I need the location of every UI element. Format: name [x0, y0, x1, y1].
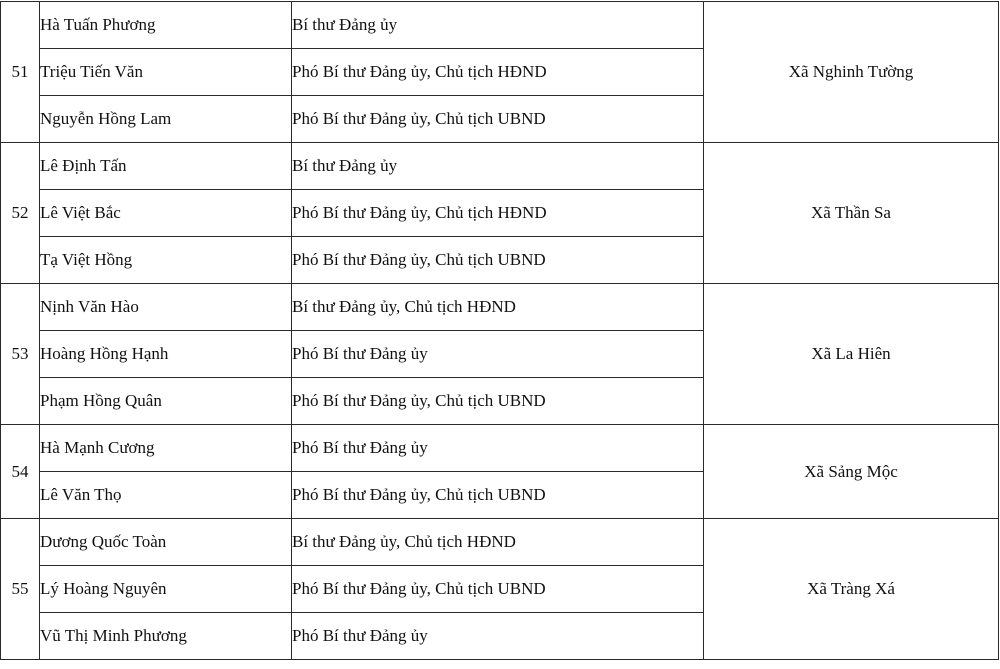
- row-number: 54: [1, 425, 40, 519]
- person-name: Nguyễn Hồng Lam: [40, 96, 292, 143]
- person-position: Phó Bí thư Đảng ủy, Chủ tịch UBND: [292, 96, 704, 143]
- table-row: [1, 519, 999, 566]
- person-position: Phó Bí thư Đảng ủy, Chủ tịch UBND: [292, 472, 704, 519]
- unit-name: Xã Tràng Xá: [704, 519, 999, 660]
- person-position: Bí thư Đảng ủy, Chủ tịch HĐND: [292, 519, 704, 566]
- person-position: Bí thư Đảng ủy: [292, 143, 704, 190]
- person-name: Lý Hoàng Nguyên: [40, 566, 292, 613]
- person-name: Nịnh Văn Hào: [40, 284, 292, 331]
- unit-name: Xã Nghinh Tường: [704, 2, 999, 143]
- person-position: Bí thư Đảng ủy, Chủ tịch HĐND: [292, 284, 704, 331]
- person-position: Phó Bí thư Đảng ủy: [292, 613, 704, 660]
- row-number: 52: [1, 143, 40, 284]
- person-name: Triệu Tiến Văn: [40, 49, 292, 96]
- person-name: Hoàng Hồng Hạnh: [40, 331, 292, 378]
- person-name: Dương Quốc Toàn: [40, 519, 292, 566]
- personnel-table: [0, 1, 999, 660]
- person-position: Phó Bí thư Đảng ủy, Chủ tịch HĐND: [292, 49, 704, 96]
- table-row: [1, 425, 999, 472]
- person-name: Lê Định Tấn: [40, 143, 292, 190]
- person-position: Phó Bí thư Đảng ủy, Chủ tịch UBND: [292, 237, 704, 284]
- person-position: Phó Bí thư Đảng ủy: [292, 331, 704, 378]
- person-position: Bí thư Đảng ủy: [292, 2, 704, 49]
- unit-name: Xã Thần Sa: [704, 143, 999, 284]
- person-position: Phó Bí thư Đảng ủy, Chủ tịch UBND: [292, 378, 704, 425]
- person-name: Vũ Thị Minh Phương: [40, 613, 292, 660]
- person-name: Hà Tuấn Phương: [40, 2, 292, 49]
- person-position: Phó Bí thư Đảng ủy: [292, 425, 704, 472]
- row-number: 51: [1, 2, 40, 143]
- person-position: Phó Bí thư Đảng ủy, Chủ tịch HĐND: [292, 190, 704, 237]
- person-name: Lê Việt Bắc: [40, 190, 292, 237]
- table-row: [1, 2, 999, 49]
- person-position: Phó Bí thư Đảng ủy, Chủ tịch UBND: [292, 566, 704, 613]
- table-row: [1, 284, 999, 331]
- person-name: Phạm Hồng Quân: [40, 378, 292, 425]
- unit-name: Xã Sảng Mộc: [704, 425, 999, 519]
- unit-name: Xã La Hiên: [704, 284, 999, 425]
- table-row: [1, 143, 999, 190]
- person-name: Hà Mạnh Cương: [40, 425, 292, 472]
- person-name: Lê Văn Thọ: [40, 472, 292, 519]
- row-number: 53: [1, 284, 40, 425]
- person-name: Tạ Việt Hồng: [40, 237, 292, 284]
- row-number: 55: [1, 519, 40, 660]
